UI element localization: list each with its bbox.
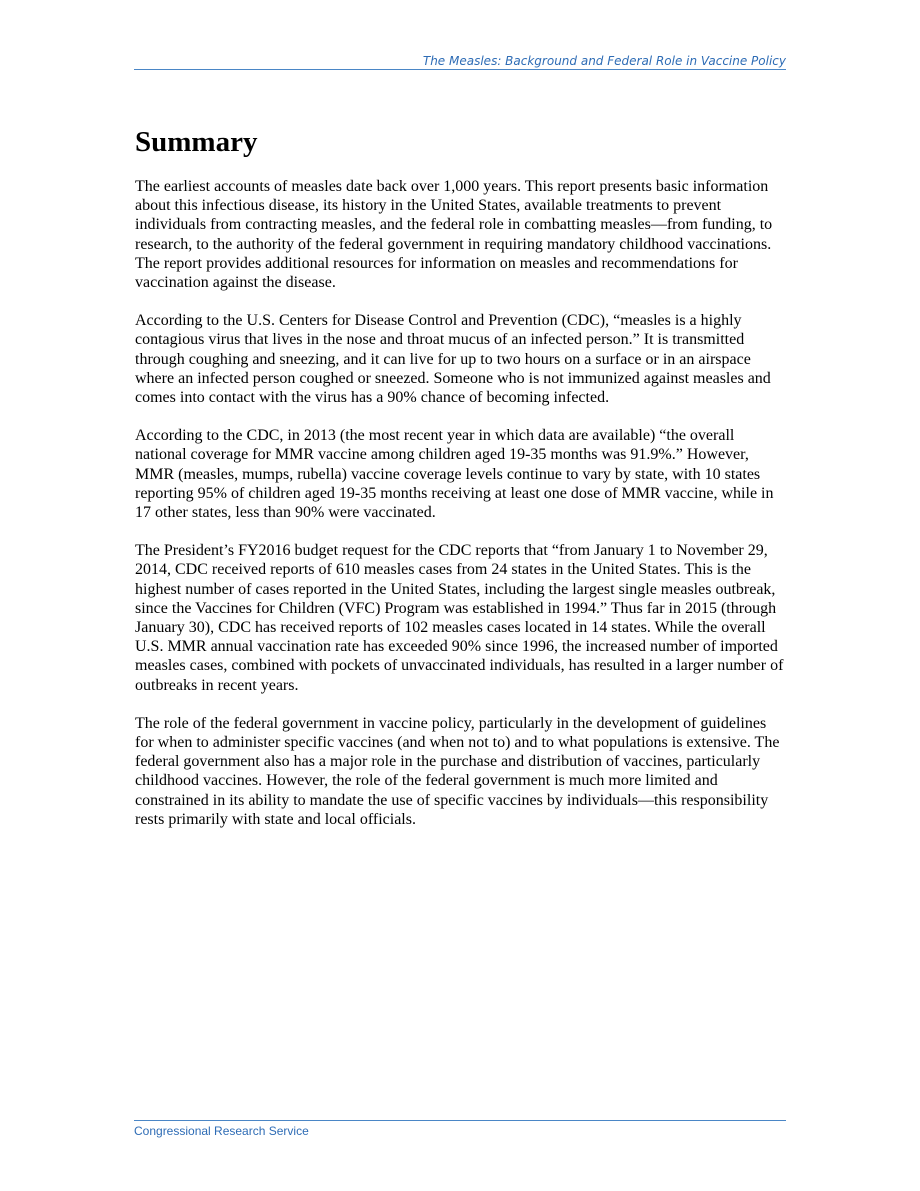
summary-paragraph-5: The role of the federal government in vaccine policy, particularly in the development of guidelines for when to administer specific vaccines (and when not to) and to what populations is extensive. The federal government also has a major role in the purchase and distribution of vaccines, particularly childhood vaccines. However, the role of the federal government is much more limited and constrained in its ability to mandate the use of specific vaccines by individuals—this responsibility rests primarily with state and local officials.: [135, 714, 780, 828]
section-title: Summary: [135, 126, 258, 158]
running-header: [134, 53, 786, 70]
summary-paragraph-3: According to the CDC, in 2013 (the most recent year in which data are available) “the overall national coverage for MMR vaccine among children aged 19-35 months was 91.9%.” However, MMR (measles, mumps, rubella) vaccine coverage levels continue to vary by state, with 10 states reporting 95% of children aged 19-35 months receiving at least one dose of MMR vaccine, while in 17 other states, less than 90% were vaccinated.: [135, 427, 774, 522]
running-footer: [134, 1120, 786, 1139]
summary-paragraph-4: The President’s FY2016 budget request for the CDC reports that “from January 1 to November 29, 2014, CDC received reports of 610 measles cases from 24 states in the United States. This is the highest number of cases reported in the United States, including the largest single measles outbreak, since the Vaccines for Children (VFC) Program was established in 1994.” Thus far in 2015 (through January 30), CDC has received reports of 102 measles cases located in 14 states. While the overall U.S. MMR annual vaccination rate has exceeded 90% since 1996, the increased number of imported measles cases, combined with pockets of unvaccinated individuals, has resulted in a larger number of outbreaks in recent years.: [135, 542, 784, 694]
summary-paragraph-1: The earliest accounts of measles date back over 1,000 years. This report presents basic information about this infectious disease, its history in the United States, available treatments to prevent individuals from contracting measles, and the federal role in combatting measles—from funding, to research, to the authority of the federal government in requiring mandatory childhood vaccinations. The report provides additional resources for information on measles and recommendations for vaccination against the disease.: [135, 178, 773, 292]
footer-organization: Congressional Research Service: [134, 1124, 309, 1138]
running-header-title: The Measles: Background and Federal Role in Vaccine Policy: [422, 54, 786, 68]
summary-paragraph-2: According to the U.S. Centers for Disease Control and Prevention (CDC), “measles is a highly contagious virus that lives in the nose and throat mucus of an infected person.” It is transmitted through coughing and sneezing, and it can live for up to two hours on a surface or in an airspace where an infected person coughed or sneezed. Someone who is not immunized against measles and comes into contact with the virus has a 90% chance of becoming infected.: [135, 312, 771, 407]
summary-body: [135, 177, 787, 848]
